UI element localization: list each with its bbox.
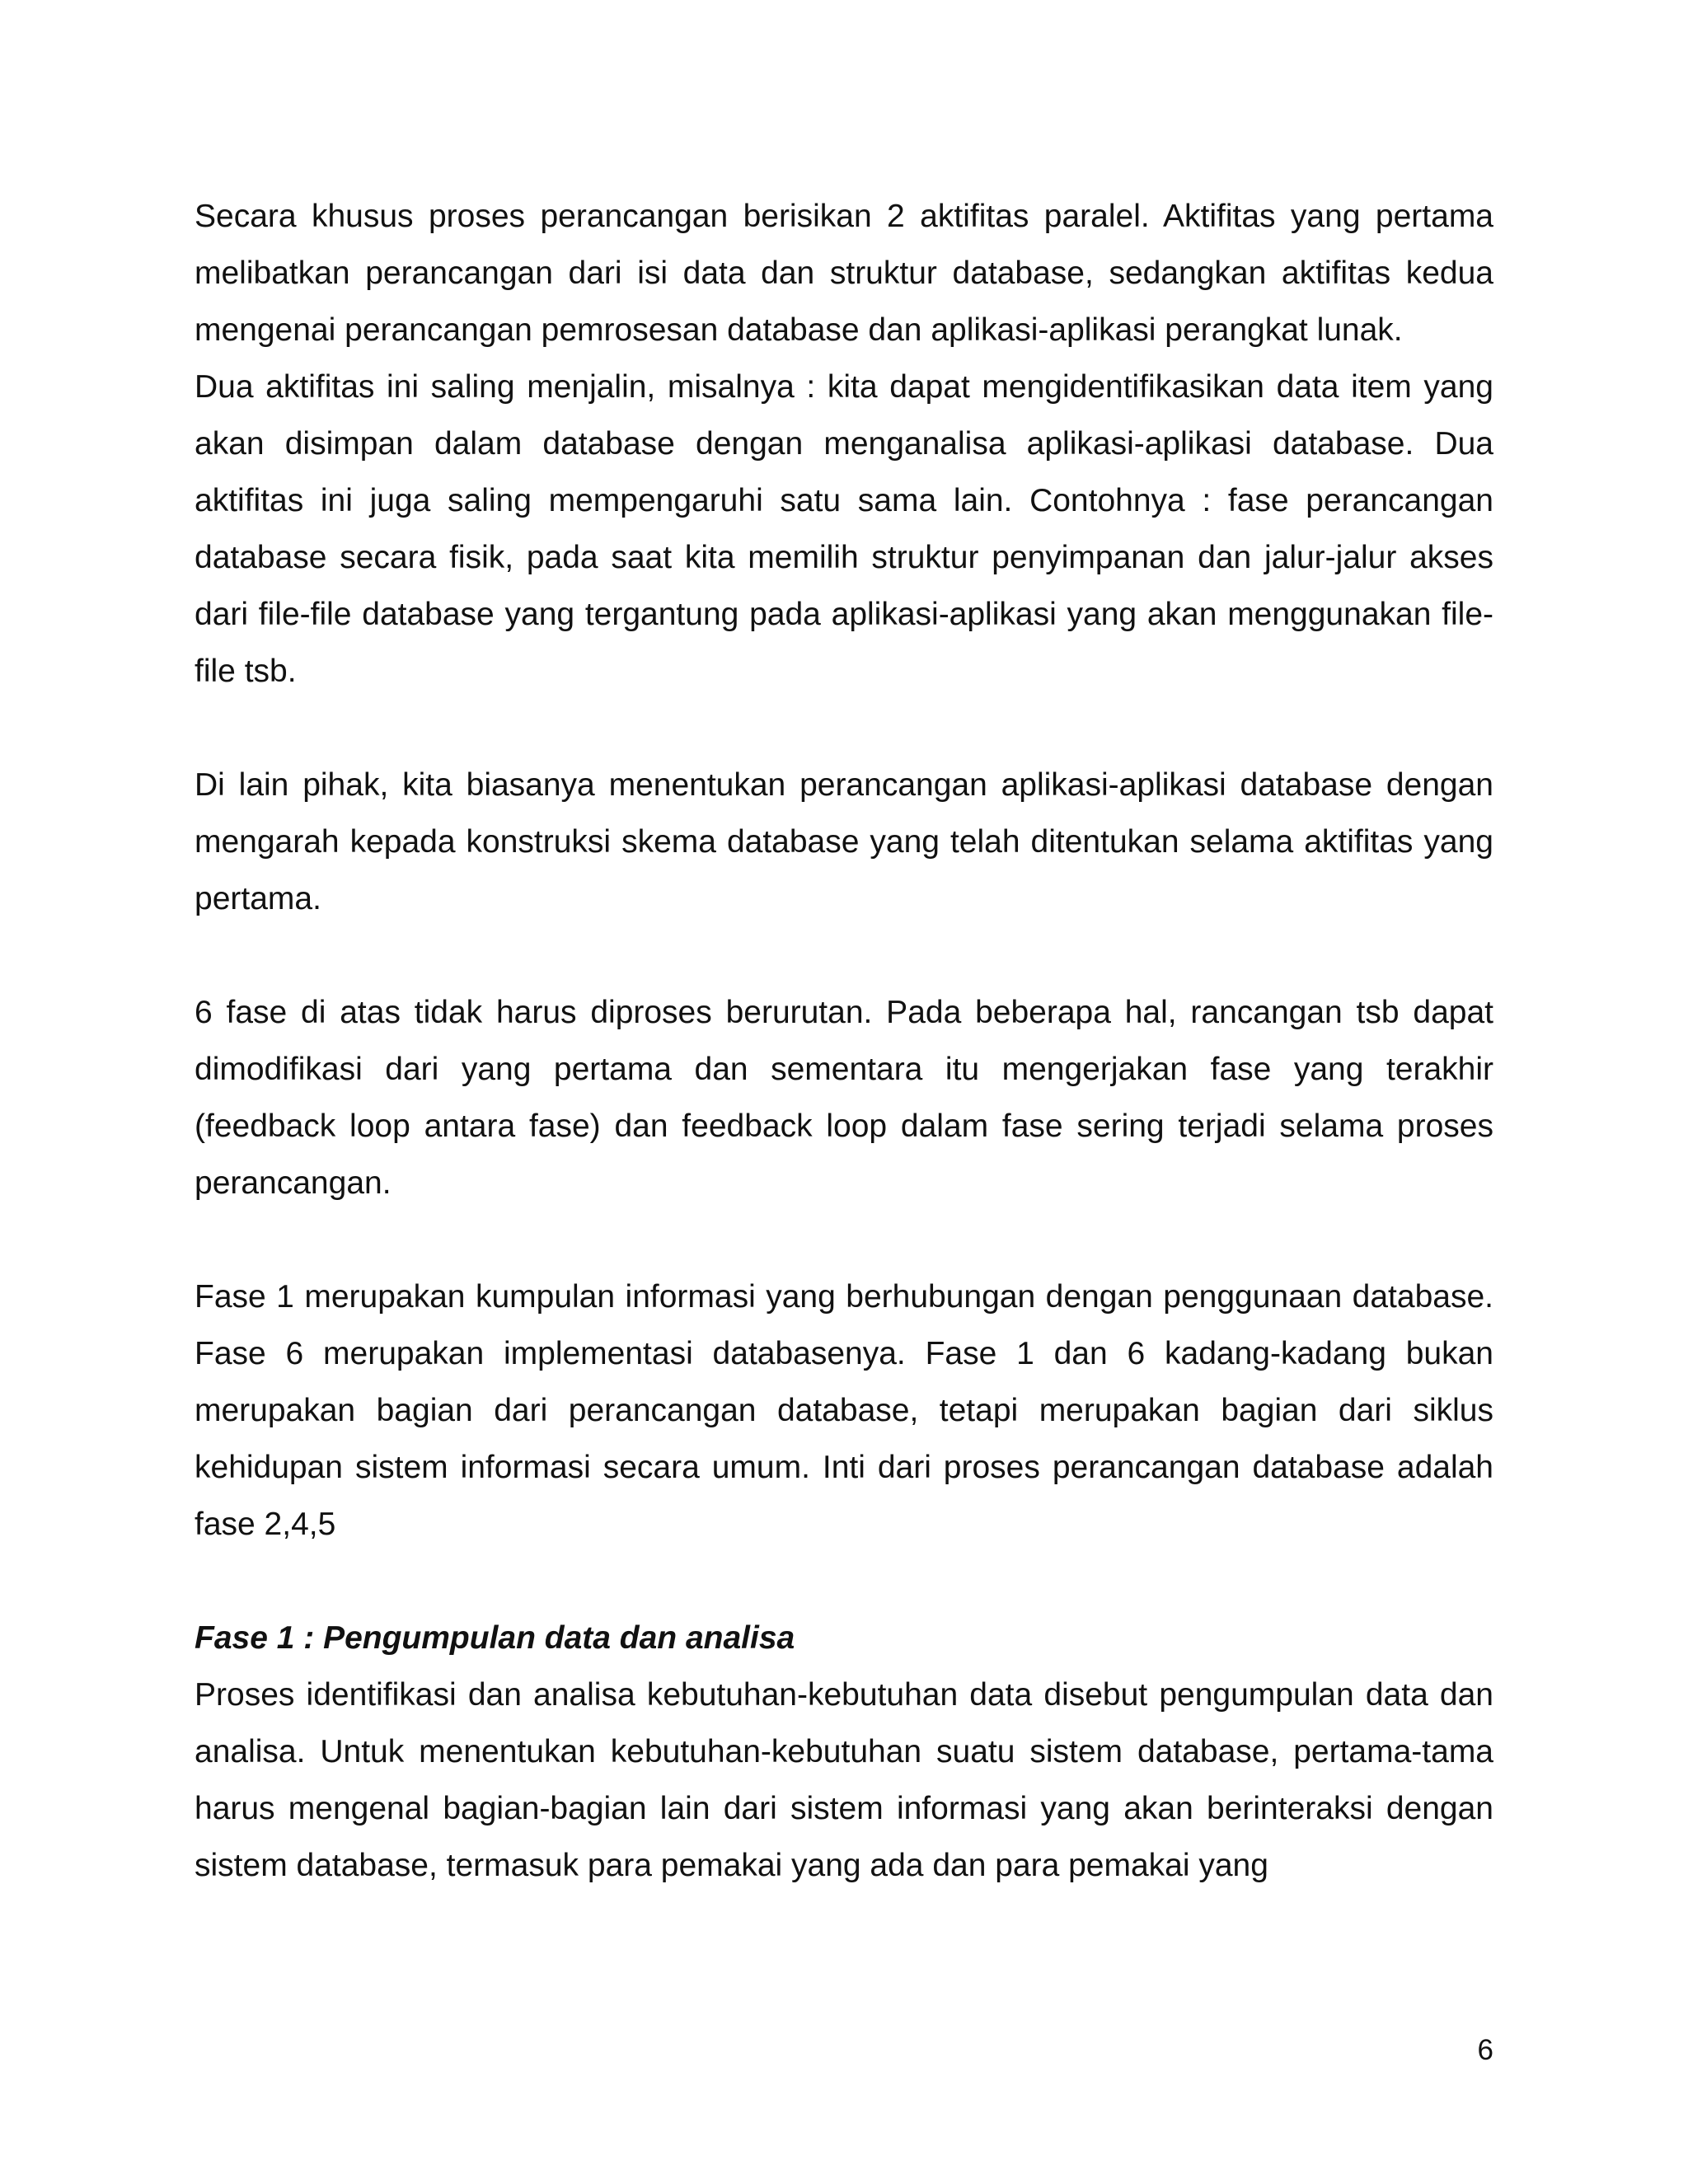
paragraph-1: Secara khusus proses perancangan berisikan 2 aktifitas paralel. Aktifitas yang pertama melibatkan perancangan dari isi data dan struktur database, sedangkan aktifitas kedua mengenai perancangan pemrosesan database dan aplikasi-aplikasi perangkat lunak. xyxy=(195,199,1493,348)
paragraph-2: Dua aktifitas ini saling menjalin, misalnya : kita dapat mengidentifikasikan data item yang akan disimpan dalam database dengan menganalisa aplikasi-aplikasi database. Dua aktifitas ini juga saling mempengaruhi satu sama lain. Contohnya : fase perancangan database secara fisik, pada saat kita memilih struktur penyimpanan dan jalur-jalur akses dari file-file database yang tergantung pada aplikasi-aplikasi yang akan menggunakan file-file tsb. xyxy=(195,369,1493,689)
paragraph-spacer xyxy=(195,1212,1493,1268)
section-heading: Fase 1 : Pengumpulan data dan analisa xyxy=(195,1620,795,1656)
page-number: 6 xyxy=(1477,2034,1493,2066)
paragraph-5: Fase 1 merupakan kumpulan informasi yang berhubungan dengan penggunaan database. Fase 6 merupakan implementasi databasenya. Fase 1 dan 6 kadang-kadang bukan merupakan bagian dari perancangan database, tetapi merupakan bagian dari siklus kehidupan sistem informasi secara umum. Inti dari proses perancangan database adalah fase 2,4,5 xyxy=(195,1279,1493,1542)
paragraph-spacer xyxy=(195,1553,1493,1610)
paragraph-spacer xyxy=(195,927,1493,984)
section-paragraph: Proses identifikasi dan analisa kebutuhan-kebutuhan data disebut pengumpulan data dan analisa. Untuk menentukan kebutuhan-kebutuhan suatu sistem database, pertama-tama harus mengenal bagian-bagian lain dari sistem informasi yang akan berinteraksi dengan sistem database, termasuk para pemakai yang ada dan para pemakai yang xyxy=(195,1677,1493,1883)
paragraph-4: 6 fase di atas tidak harus diproses berurutan. Pada beberapa hal, rancangan tsb dapat dimodifikasi dari yang pertama dan sementara itu mengerjakan fase yang terakhir (feedback loop antara fase) dan feedback loop dalam fase sering terjadi selama proses perancangan. xyxy=(195,995,1493,1201)
paragraph-3: Di lain pihak, kita biasanya menentukan perancangan aplikasi-aplikasi database dengan mengarah kepada konstruksi skema database yang telah ditentukan selama aktifitas yang pertama. xyxy=(195,767,1493,916)
paragraph-spacer xyxy=(195,700,1493,757)
document-body xyxy=(195,188,1493,1894)
